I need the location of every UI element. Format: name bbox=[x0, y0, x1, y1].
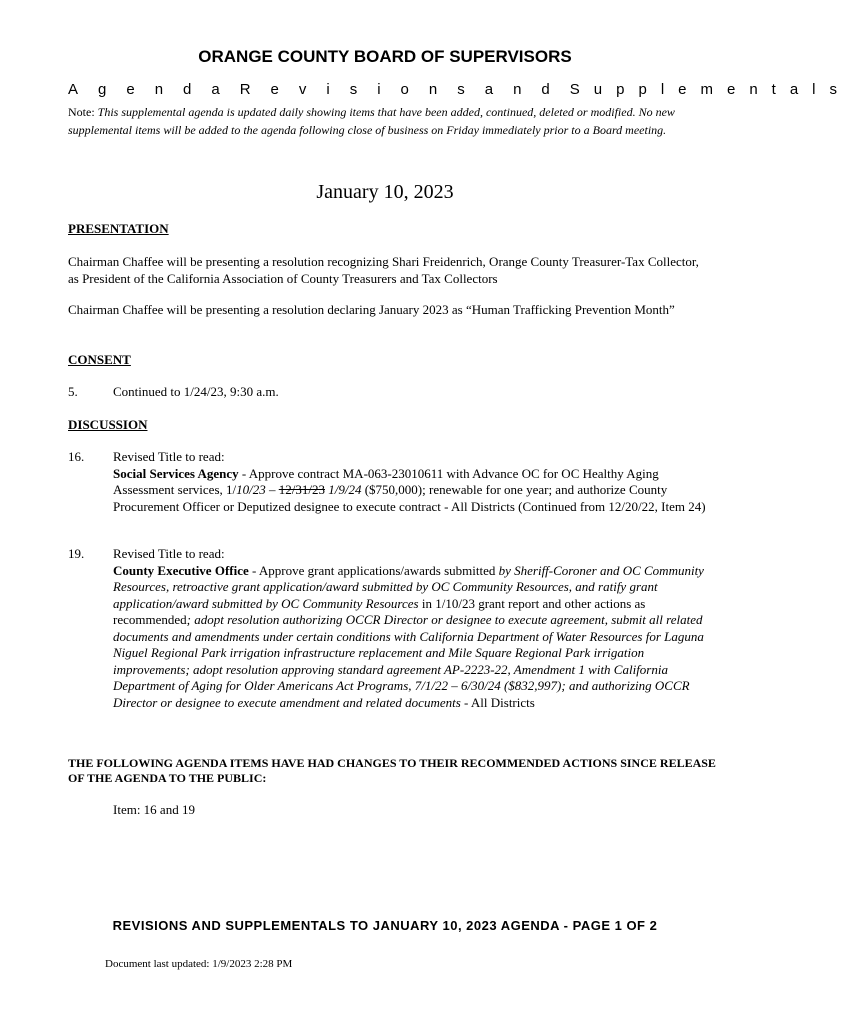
discussion-item-number: 19. bbox=[68, 546, 85, 561]
consent-item-number: 5. bbox=[68, 384, 78, 399]
revised-date: 1/9/24 bbox=[324, 482, 362, 497]
subtitle-word: Agenda bbox=[68, 81, 240, 98]
item-italic-text: by Sheriff-Coroner and OC Community Resources, retroactive grant application/award submitted by OC Community Resources, and ratify grant application/award submitted by OC Community Resources bbox=[113, 562, 704, 611]
agenda-date: January 10, 2023 bbox=[316, 181, 454, 203]
item-text: - All Districts bbox=[460, 694, 535, 710]
page-footer: REVISIONS AND SUPPLEMENTALS TO JANUARY 10, 2023 AGENDA - PAGE 1 OF 2 bbox=[112, 918, 658, 933]
document-subtitle bbox=[68, 81, 851, 98]
changed-items-line: Item: 16 and 19 bbox=[113, 802, 195, 817]
item-text: ($750,000); renewable for one year; and authorize County Procurement Officer or Deputized designee to execute contract - All Districts (Continued from 12/20/22, Item 24) bbox=[113, 482, 706, 514]
item-body bbox=[113, 466, 713, 516]
item-text: in 1/10/23 grant report and other actions as recommended bbox=[113, 595, 646, 627]
item-text: - Approve contract MA-063-23010611 with Advance OC for OC Healthy Aging Assessment services, 1/ bbox=[113, 465, 659, 497]
item-italic-text: 10/23 bbox=[236, 482, 266, 497]
discussion-heading: DISCUSSION bbox=[68, 417, 148, 432]
subtitle-word: and bbox=[484, 81, 570, 98]
document-updated: Document last updated: 1/9/2023 2:28 PM bbox=[105, 958, 293, 970]
item-italic-text: ; adopt resolution authorizing OCCR Director or designee to execute agreement, submit all related documents and amendments under certain conditions with California Department of Water Resources for Laguna Niguel Regional Park irrigation infrastructure replacement and Mile Square Regional Park irrigation improvements; adopt resolution approving standard agreement AP-2223-22, Amendment 1 with California Department of Aging for Older Americans Act Programs, 7/1/22 – 6/30/24 ($832,997); and authorizing OCCR Director or designee to execute amendment and related documents bbox=[113, 612, 704, 710]
note-label: Note: bbox=[68, 105, 95, 119]
discussion-item-16 bbox=[113, 449, 713, 515]
discussion-item-19 bbox=[113, 546, 713, 711]
document-title: ORANGE COUNTY BOARD OF SUPERVISORS bbox=[198, 47, 572, 66]
consent-item-text: Continued to 1/24/23, 9:30 a.m. bbox=[113, 384, 279, 399]
item-agency: Social Services Agency bbox=[113, 465, 239, 481]
item-intro: Revised Title to read: bbox=[113, 449, 225, 464]
item-body bbox=[113, 563, 713, 712]
struck-date: 12/31/23 bbox=[278, 482, 325, 497]
subtitle-word: Revisions bbox=[239, 81, 485, 98]
item-intro: Revised Title to read: bbox=[113, 546, 225, 561]
item-text: – bbox=[265, 482, 279, 497]
item-text: - Approve grant applications/awards submitted bbox=[248, 562, 499, 578]
presentation-heading: PRESENTATION bbox=[68, 221, 169, 236]
item-agency: County Executive Office bbox=[113, 562, 249, 578]
supplemental-note bbox=[68, 104, 728, 139]
changes-notice: THE FOLLOWING AGENDA ITEMS HAVE HAD CHANGES TO THEIR RECOMMENDED ACTIONS SINCE RELEASE OF THE AGENDA TO THE PUBLIC: bbox=[68, 756, 716, 785]
presentation-paragraph: Chairman Chaffee will be presenting a resolution declaring January 2023 as “Human Trafficking Prevention Month” bbox=[68, 302, 675, 317]
consent-heading: CONSENT bbox=[68, 352, 131, 367]
note-text: This supplemental agenda is updated daily showing items that have been added, continued, deleted or modified. No new supplemental items will be added to the agenda following close of business on Friday immediately prior to a Board meeting. bbox=[68, 105, 675, 137]
presentation-paragraph: Chairman Chaffee will be presenting a resolution recognizing Shari Freidenrich, Orange County Treasurer-Tax Collector, as President of the California Association of County Treasurers and Tax Collectors bbox=[68, 254, 699, 286]
subtitle-word: Supplementals bbox=[569, 81, 851, 98]
discussion-item-number: 16. bbox=[68, 449, 85, 464]
